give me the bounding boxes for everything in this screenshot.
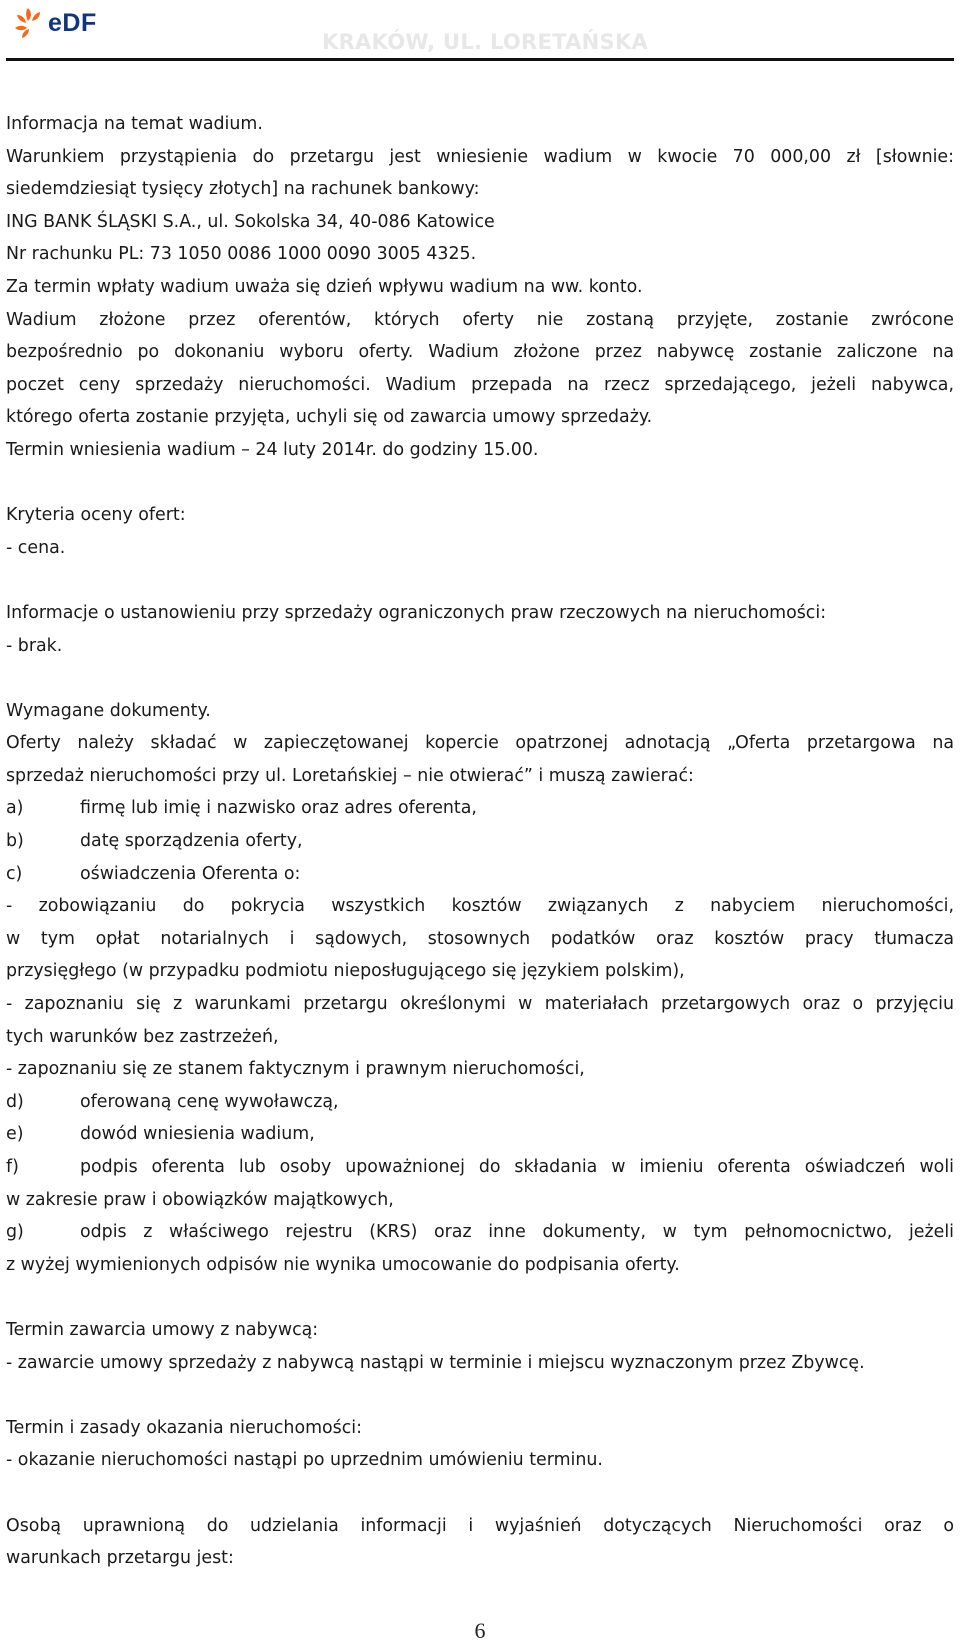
bank-account: Nr rachunku PL: 73 1050 0086 1000 0090 3005 4325. xyxy=(6,244,477,265)
list-item xyxy=(6,825,954,858)
list-marker: a) xyxy=(6,798,24,819)
kryteria-text: - cena. xyxy=(6,537,66,558)
dokumenty-text: sprzedaż nieruchomości przy ul. Loretańskiej – nie otwierać” i muszą zawierać: xyxy=(6,765,694,786)
list-marker: d) xyxy=(6,1091,24,1112)
dash-item-text: przysięgłego (w przypadku podmiotu nieposługującego się językiem polskim), xyxy=(6,961,685,982)
list-item xyxy=(6,1118,954,1151)
list-item-text: podpis oferenta lub osoby upoważnionej do składania w imieniu oferenta oświadczeń woli xyxy=(80,1157,954,1177)
dash-item-text: w tym opłat notarialnych i sądowych, stosownych podatków oraz kosztów pracy tłumacza xyxy=(6,928,954,949)
umowa-text: - zawarcie umowy sprzedaży z nabywcą nastąpi w terminie i miejscu wyznaczonym przez Zbywcę. xyxy=(6,1352,865,1373)
edf-logo xyxy=(12,6,97,40)
osoba-text: warunkach przetargu jest: xyxy=(6,1548,234,1569)
list-item-text: firmę lub imię i nazwisko oraz adres oferenta, xyxy=(80,798,477,819)
umowa-heading: Termin zawarcia umowy z nabywcą: xyxy=(6,1319,319,1340)
ograniczone-heading: Informacje o ustanowieniu przy sprzedaży ograniczonych praw rzeczowych na nieruchomości: xyxy=(6,602,827,623)
dokumenty-heading: Wymagane dokumenty. xyxy=(6,700,211,721)
header-title: KRAKÓW, UL. LORETAŃSKA xyxy=(322,30,649,54)
wadium-text: Warunkiem przystąpienia do przetargu jest wniesienie wadium w kwocie 70 000,00 zł [słownie: xyxy=(6,146,954,167)
dash-item-text: - zobowiązaniu do pokrycia wszystkich kosztów związanych z nabyciem nieruchomości, xyxy=(6,896,954,917)
dash-item-text: - zapoznaniu się z warunkami przetargu określonymi w materiałach przetargowych oraz o przyjęciu xyxy=(6,994,954,1015)
list-item xyxy=(6,858,954,891)
list-item xyxy=(6,1086,954,1119)
page-number: 6 xyxy=(474,1618,486,1643)
list-item-continuation: w zakresie praw i obowiązków majątkowych, xyxy=(6,1189,394,1210)
kryteria-heading: Kryteria oceny ofert: xyxy=(6,505,186,526)
list-item xyxy=(6,1151,954,1184)
okazanie-heading: Termin i zasady okazania nieruchomości: xyxy=(6,1417,362,1438)
dash-item-text: - zapoznaniu się ze stanem faktycznym i prawnym nieruchomości, xyxy=(6,1059,585,1080)
bank-name: ING BANK ŚLĄSKI S.A., ul. Sokolska 34, 40-086 Katowice xyxy=(6,211,495,232)
list-marker: e) xyxy=(6,1124,24,1145)
list-item-text: odpis z właściwego rejestru (KRS) oraz inne dokumenty, w tym pełnomocnictwo, jeżeli xyxy=(80,1222,954,1243)
list-marker: c) xyxy=(6,863,23,884)
edf-sun-icon xyxy=(12,6,46,40)
list-item-text: oświadczenia Oferenta o: xyxy=(80,863,301,884)
dokumenty-text: Oferty należy składać w zapieczętowanej kopercie opatrzonej adnotacją „Oferta przetargowa na xyxy=(6,733,954,754)
page-header xyxy=(0,0,960,62)
wadium-text: którego oferta zostanie przyjęta, uchyli się od zawarcia umowy sprzedaży. xyxy=(6,407,653,428)
list-marker: f) xyxy=(6,1157,19,1177)
ograniczone-text: - brak. xyxy=(6,635,63,656)
wadium-text: Wadium złożone przez oferentów, których oferty nie zostaną przyjęte, zostanie zwrócone xyxy=(6,309,954,330)
header-divider xyxy=(6,58,954,61)
wadium-deadline: Termin wniesienia wadium – 24 luty 2014r. do godziny 15.00. xyxy=(6,439,539,460)
wadium-heading: Informacja na temat wadium. xyxy=(6,114,263,134)
list-marker: b) xyxy=(6,831,24,852)
dash-item-text: tych warunków bez zastrzeżeń, xyxy=(6,1026,279,1047)
list-item-text: oferowaną cenę wywoławczą, xyxy=(80,1091,339,1112)
list-item-text: dowód wniesienia wadium, xyxy=(80,1124,315,1145)
list-marker: g) xyxy=(6,1222,24,1243)
wadium-text: Za termin wpłaty wadium uważa się dzień wpływu wadium na ww. konto. xyxy=(6,276,643,297)
list-item xyxy=(6,1216,954,1249)
list-item xyxy=(6,792,954,825)
wadium-text: siedemdziesiąt tysięcy złotych] na rachunek bankowy: xyxy=(6,179,480,200)
list-item-text: datę sporządzenia oferty, xyxy=(80,831,303,852)
okazanie-text: - okazanie nieruchomości nastąpi po uprzednim umówieniu terminu. xyxy=(6,1450,603,1471)
wadium-text: bezpośrednio po dokonaniu wyboru oferty. Wadium złożone przez nabywcę zostanie zaliczone na xyxy=(6,342,954,363)
osoba-text: Osobą uprawnioną do udzielania informacji i wyjaśnień dotyczących Nieruchomości oraz o xyxy=(6,1515,954,1536)
edf-logo-text: eDF xyxy=(48,8,97,37)
wadium-text: poczet ceny sprzedaży nieruchomości. Wadium przepada na rzecz sprzedającego, jeżeli nabywca, xyxy=(6,374,954,395)
document-body xyxy=(6,108,954,1575)
list-item-continuation: z wyżej wymienionych odpisów nie wynika umocowanie do podpisania oferty. xyxy=(6,1254,680,1275)
